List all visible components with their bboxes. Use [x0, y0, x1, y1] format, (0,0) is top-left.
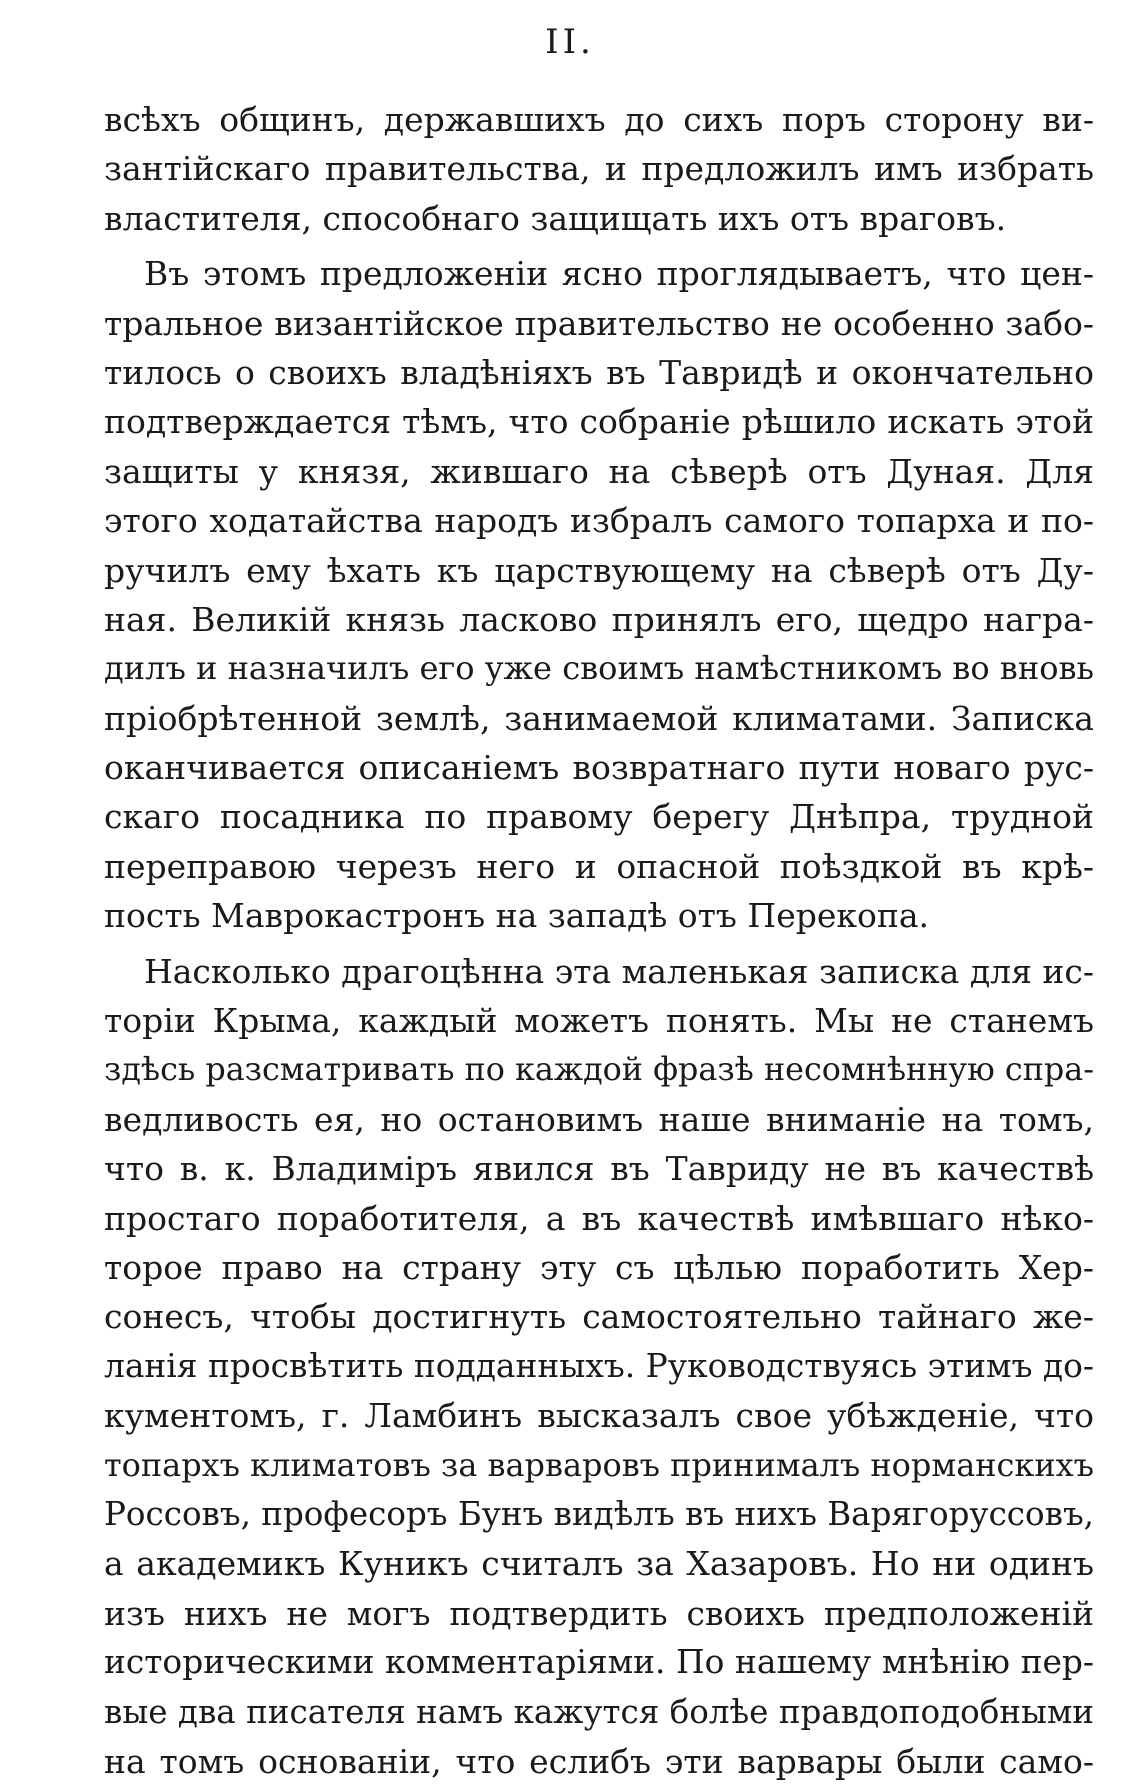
- text-line: подтверждается тѣмъ, что собраніе рѣшило искать этой: [104, 402, 1094, 442]
- text-line: властителя, способнаго защищать ихъ отъ враговъ.: [104, 198, 1007, 238]
- paragraph: [104, 947, 1094, 1786]
- text-line: торіи Крыма, каждый можетъ понять. Мы не станемъ: [104, 1001, 1094, 1041]
- text-line: ведливость ея, но остановимъ наше вниманіе на томъ,: [104, 1099, 1094, 1139]
- text-line: защиты у князя, жившаго на сѣверѣ отъ Дуная. Для: [104, 451, 1094, 491]
- text-line: ручилъ ему ѣхать къ царствующему на сѣверѣ отъ Ду-: [104, 550, 1094, 590]
- text-line: простаго поработителя, а въ качествѣ имѣвшаго нѣко-: [104, 1198, 1094, 1238]
- text-line: этого ходатайства народъ избралъ самого топарха и по-: [104, 501, 1094, 541]
- paragraph: [104, 249, 1094, 940]
- text-line: что в. к. Владиміръ явился въ Тавриду не въ качествѣ: [104, 1149, 1094, 1189]
- text-line: пость Маврокастронъ на западѣ отъ Перекопа.: [104, 896, 930, 936]
- text-line: дилъ и назначилъ его уже своимъ намѣстникомъ во вновь: [104, 649, 1094, 688]
- text-line: ланія просвѣтить подданныхъ. Руководствуясь этимъ до-: [104, 1346, 1094, 1385]
- text-line: Россовъ, професоръ Бунъ видѣлъ въ нихъ Варягоруссовъ,: [104, 1494, 1094, 1533]
- text-line: скаго посадника по правому берегу Днѣпра, трудной: [104, 797, 1094, 837]
- text-line: зантійскаго правительства, и предложилъ имъ избрать: [104, 149, 1094, 189]
- text-line: тральное византійское правительство не особенно забо-: [104, 303, 1094, 343]
- text-line: вые два писателя намъ кажутся болѣе правдоподобными: [104, 1692, 1094, 1731]
- text-line: здѣсь разсматривать по каждой фразѣ несомнѣнную спра-: [104, 1051, 1094, 1089]
- text-line: ная. Великій князь ласково принялъ его, щедро награ-: [104, 599, 1094, 639]
- text-line: Въ этомъ предложеніи ясно проглядываетъ, что цен-: [144, 254, 1094, 294]
- text-line: сонесъ, чтобы достигнуть самостоятельно тайнаго же-: [104, 1297, 1094, 1337]
- text-line: оканчивается описаніемъ возвратнаго пути новаго рус-: [104, 748, 1094, 788]
- text-line: на томъ основаніи, что еслибъ эти варвары были само-: [104, 1741, 1094, 1781]
- text-line: а академикъ Куникъ считалъ за Хазаровъ. Но ни одинъ: [104, 1544, 1094, 1584]
- text-line: пріобрѣтенной землѣ, занимаемой климатами. Записка: [104, 698, 1094, 738]
- text-line: тилось о своихъ владѣніяхъ въ Тавридѣ и окончательно: [104, 352, 1094, 392]
- text-line: Насколько драгоцѣнна эта маленькая записка для ис-: [144, 951, 1094, 991]
- text-line: кументомъ, г. Ламбинъ высказалъ свое убѣжденіе, что: [104, 1396, 1094, 1436]
- text-line: историческими комментаріями. По нашему мнѣнію пер-: [104, 1643, 1094, 1682]
- text-line: торое право на страну эту съ цѣлью поработить Хер-: [104, 1247, 1094, 1287]
- text-line: топархъ климатовъ за варваровъ принималъ норманскихъ: [104, 1445, 1094, 1484]
- text-line: изъ нихъ не могъ подтвердить своихъ предположеній: [104, 1593, 1094, 1633]
- text-line: всѣхъ общинъ, державшихъ до сихъ поръ сторону ви-: [104, 100, 1094, 139]
- body-text: [104, 95, 1094, 1786]
- paragraph: [104, 95, 1094, 243]
- text-line: переправою черезъ него и опасной поѣздкой въ крѣ-: [104, 846, 1094, 886]
- page-number: II.: [545, 22, 595, 62]
